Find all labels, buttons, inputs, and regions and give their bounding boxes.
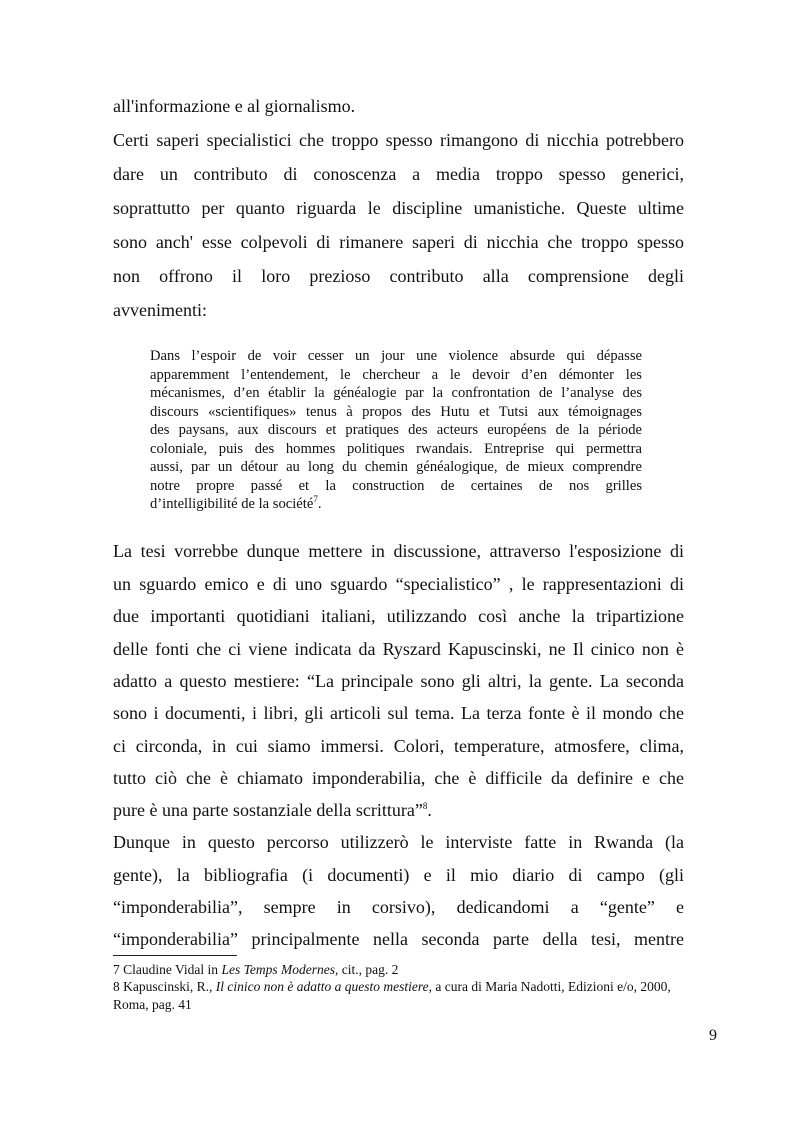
footnote-ref: 7 [313,494,318,505]
quote-line: apparemment l’entendement, le chercheur a le devoir d’en démonter les [150,366,642,383]
page-number: 9 [709,1027,717,1044]
quote-line: mécanismes, d’en établir la généalogie par la confrontation de l’analyse des [150,385,642,401]
body-line: delle fonti che ci viene indicata da Ryszard Kapuscinski, ne Il cinico non è [113,639,684,659]
footnote-8 [113,978,671,995]
footnote-text: , a cura di Maria Nadotti, Edizioni e/o, 2000, [428,979,671,994]
body-line: non offrono il loro prezioso contributo alla comprensione degli [113,266,684,286]
footnote-ref: 8 [422,801,428,811]
footnote-number: 8 [113,979,120,994]
quote-text: d’intelligibilité de la société [150,496,314,512]
body-line: Certi saperi specialistici che troppo spesso rimangono di nicchia potrebbero [113,130,684,150]
body-line: soprattutto per quanto riguarda le discipline umanistiche. Queste ultime [113,198,684,218]
body-line: tutto ciò che è chiamato imponderabilia, che è difficile da definire e che [113,768,684,788]
quote-line: aussi, par un détour au long du chemin généalogique, de mieux comprendre [150,459,642,475]
body-line: ci circonda, in cui siamo immersi. Colori, temperature, atmosfere, clima, [113,736,684,756]
quote-line: notre propre passé et la construction de certaines de nos grilles [150,477,642,494]
footnote-title: Les Temps Modernes [221,962,335,977]
body-line: pure è una parte sostanziale della scrittura”$^8$. [113,800,432,820]
footnote-7 [113,961,398,978]
quote-line: Dans l’espoir de voir cesser un jour une violence absurde qui dépasse [150,348,642,364]
body-line: all'informazione e al giornalismo. [113,96,356,116]
quote-line: des paysans, aux discours et pratiques des acteurs européens de la période [150,422,642,438]
footnote-text: , cit., pag. 2 [334,962,399,977]
body-line: avvenimenti: [113,300,207,320]
body-line: “imponderabilia”, sempre in corsivo), dedicandomi a “gente” e [113,897,684,917]
footnote-8-continued: Roma, pag. 41 [113,997,192,1012]
body-line: gente), la bibliografia (i documenti) e il mio diario di campo (gli [113,865,684,885]
footnote-divider [113,955,237,956]
footnote-text: Kapuscinski, R., [123,979,216,994]
body-line: sono i documenti, i libri, gli articoli sul tema. La terza fonte è il mondo che [113,703,684,723]
quote-line: d’intelligibilité de la société$^7$. [150,494,322,512]
quote-line: discours «scientifiques» tenus à propos des Hutu et Tutsi aux témoignages [150,403,642,420]
body-line: due importanti quotidiani italiani, utilizzando così anche la tripartizione [113,606,684,626]
footnote-number: 7 [113,962,120,977]
body-text: pure è una parte sostanziale della scrittura” [113,800,423,820]
body-line: “imponderabilia” principalmente nella seconda parte della tesi, mentre [113,929,684,949]
body-line: adatto a questo mestiere: “La principale sono gli altri, la gente. La seconda [113,671,684,691]
body-line: un sguardo emico e di uno sguardo “specialistico” , le rappresentazioni di [113,574,684,594]
footnote-title: Il cinico non è adatto a questo mestiere [215,979,429,994]
body-line: La tesi vorrebbe dunque mettere in discussione, attraverso l'esposizione di [113,541,684,561]
body-line: dare un contributo di conoscenza a media troppo spesso generici, [113,164,684,184]
footnote-text: Claudine Vidal in [123,962,222,977]
body-line: sono anch' esse colpevoli di rimanere saperi di nicchia che troppo spesso [113,232,684,252]
quote-line: coloniale, puis des hommes politiques rwandais. Entreprise qui permettra [150,440,642,457]
body-line: Dunque in questo percorso utilizzerò le interviste fatte in Rwanda (la [113,832,684,852]
